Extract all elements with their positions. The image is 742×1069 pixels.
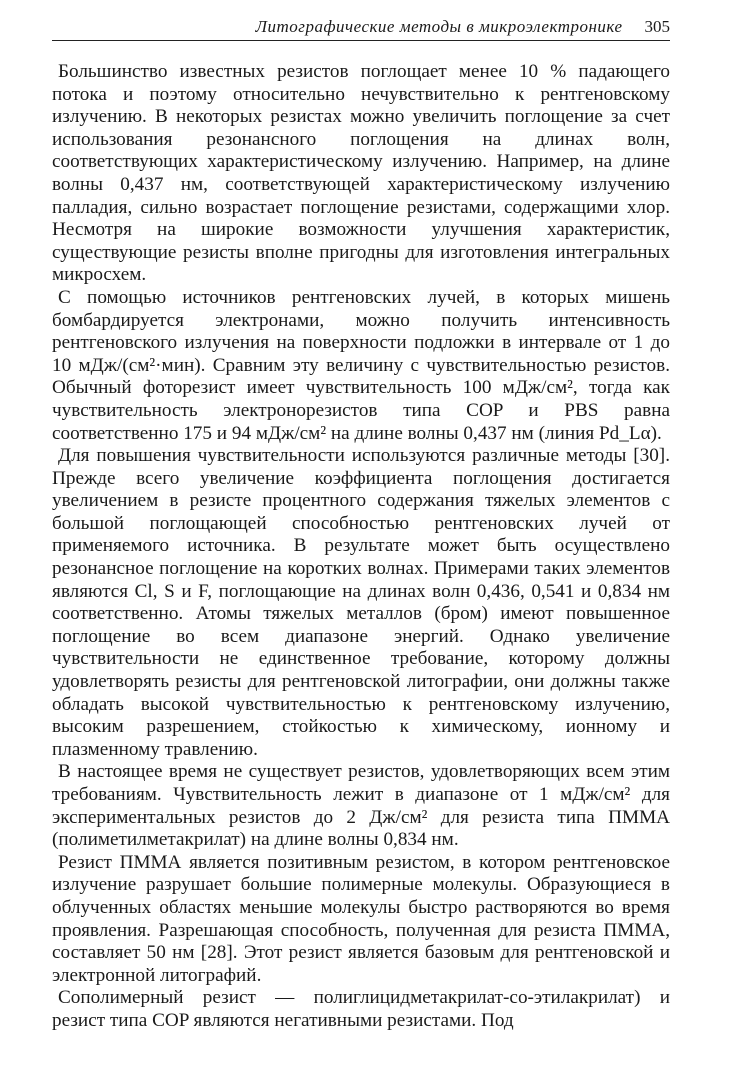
page-number: 305 (644, 17, 670, 36)
running-header (52, 14, 670, 41)
book-page (52, 14, 670, 1033)
paragraph-6: Сополимерный резист — полиглицидметакрилат-со-этилакрилат) и резист типа COP являются негативными резистами. Под (52, 987, 670, 1031)
body-text (52, 61, 670, 1033)
running-title: Литографические методы в микроэлектронике (255, 17, 623, 36)
paragraph-2: С помощью источников рентгеновских лучей, в которых мишень бомбардируется электронами, можно получить интенсивность рентгеновского излучения на поверхности подложки в интервале от 1 до 10 мДж/(см²·мин). Сравним эту величину с чувствительностью резистов. Обычный фоторезист имеет чувствительность 100 мДж/см², тогда как чувствительность электронорезистов типа COP и PBS равна соответственно 175 и 94 мДж/см² на длине волны 0,437 нм (линия Pd_Lα). (52, 286, 670, 444)
paragraph-4: В настоящее время не существует резистов, удовлетворяющих всем этим требованиям. Чувствительность лежит в диапазоне от 1 мДж/см² для экспериментальных резистов до 2 Дж/см² для резиста типа ПММА (полиметилметакрилат) на длине волны 0,834 нм. (52, 761, 670, 851)
paragraph-5: Резист ПММА является позитивным резистом, в котором рентгеновское излучение разрушает большие полимерные молекулы. Образующиеся в облученных областях меньшие молекулы быстро растворяются во время проявления. Разрешающая способность, полученная для резиста ПММА, составляет 50 нм [28]. Этот резист является базовым для рентгеновской и электронной литографий. (52, 851, 670, 986)
paragraph-3: Для повышения чувствительности используются различные методы [30]. Прежде всего увеличение коэффициента поглощения достигается увеличением в резисте процентного содержания тяжелых элементов с большой поглощающей способностью рентгеновских лучей от применяемого источника. В результате может быть осуществлено резонансное поглощение на коротких волнах. Примерами таких элементов являются Cl, S и F, поглощающие на длинах волн 0,436, 0,541 и 0,834 нм соответственно. Атомы тяжелых металлов (бром) имеют повышенное поглощение во всем диапазоне энергий. Однако увеличение чувствительности не единственное требование, которому должны удовлетворять резисты для рентгеновской литографии, они должны также обладать высокой чувствительностью к рентгеновскому излучению, высоким разрешением, стойкостью к химическому, ионному и плазменному травлению. (52, 445, 670, 760)
paragraph-1: Большинство известных резистов поглощает менее 10 % падающего потока и поэтому относительно нечувствительно к рентгеновскому излучению. В некоторых резистах можно увеличить поглощение за счет использования резонансного поглощения на длинах волн, соответствующих характеристическому излучению. Например, на длине волны 0,437 нм, соответствующей характеристическому излучению палладия, сильно возрастает поглощение резистами, содержащими хлор. Несмотря на широкие возможности улучшения характеристик, существующие резисты вполне пригодны для изготовления интегральных микросхем. (52, 61, 670, 286)
